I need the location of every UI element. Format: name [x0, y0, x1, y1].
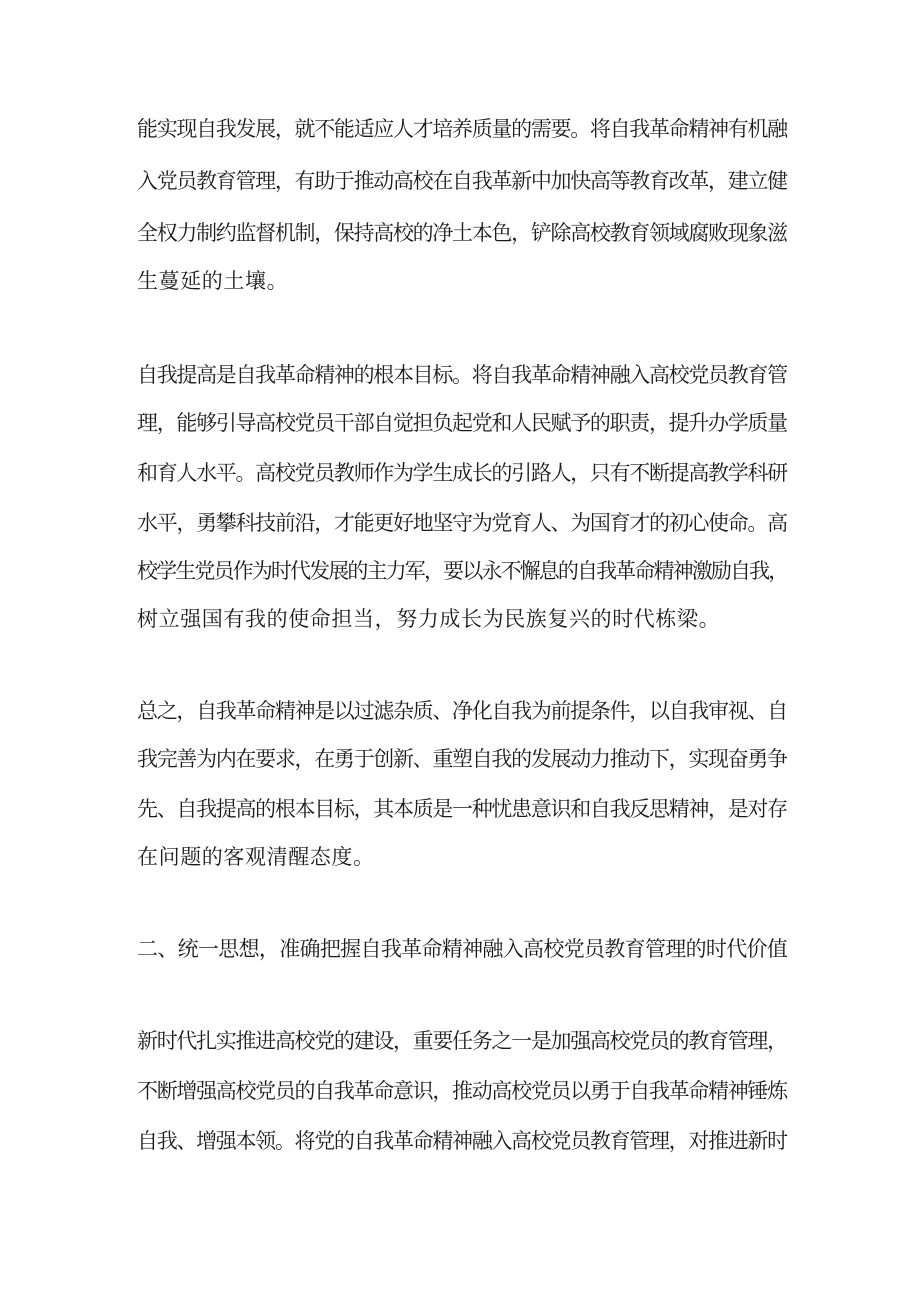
paragraph-3-line-3: 先、自我提高的根本目标，其本质是一种忧患意识和自我反思精神，是对存: [137, 797, 787, 821]
paragraph-5-line-3: 自我、增强本领。将党的自我革命精神融入高校党员教育管理，对推进新时: [137, 1129, 787, 1153]
paragraph-1-line-1: 能实现自我发展，就不能适应人才培养质量的需要。将自我革命精神有机融: [137, 117, 787, 141]
paragraph-2-line-1: 自我提高是自我革命精神的根本目标。将自我革命精神融入高校党员教育管: [137, 363, 787, 387]
paragraph-2-line-2: 理，能够引导高校党员干部自觉担负起党和人民赋予的职责，提升办学质量: [137, 411, 787, 435]
paragraph-2-line-6: 树立强国有我的使命担当，努力成长为民族复兴的时代栋梁。: [137, 607, 721, 631]
paragraph-2-line-3: 和育人水平。高校党员教师作为学生成长的引路人，只有不断提高教学科研: [137, 461, 787, 485]
paragraph-1-line-3: 全权力制约监督机制，保持高校的净土本色，铲除高校教育领域腐败现象滋: [137, 221, 787, 245]
paragraph-5-line-1: 新时代扎实推进高校党的建设，重要任务之一是加强高校党员的教育管理，: [137, 1029, 787, 1053]
paragraph-3-line-1: 总之，自我革命精神是以过滤杂质、净化自我为前提条件，以自我审视、自: [137, 699, 787, 723]
paragraph-1-line-4: 生蔓延的土壤。: [137, 269, 289, 293]
section-heading: 二、统一思想，准确把握自我革命精神融入高校党员教育管理的时代价值: [137, 937, 788, 961]
paragraph-2-line-5: 校学生党员作为时代发展的主力军，要以永不懈息的自我革命精神激励自我，: [137, 559, 788, 583]
paragraph-1-line-2: 入党员教育管理，有助于推动高校在自我革新中加快高等教育改革，建立健: [137, 169, 787, 193]
paragraph-3-line-4: 在问题的客观清醒态度。: [137, 845, 375, 869]
paragraph-3-line-2: 我完善为内在要求，在勇于创新、重塑自我的发展动力推动下，实现奋勇争: [137, 747, 787, 771]
paragraph-2-line-4: 水平，勇攀科技前沿，才能更好地坚守为党育人、为国育才的初心使命。高: [137, 511, 787, 535]
paragraph-5-line-2: 不断增强高校党员的自我革命意识，推动高校党员以勇于自我革命精神锤炼: [137, 1079, 787, 1103]
